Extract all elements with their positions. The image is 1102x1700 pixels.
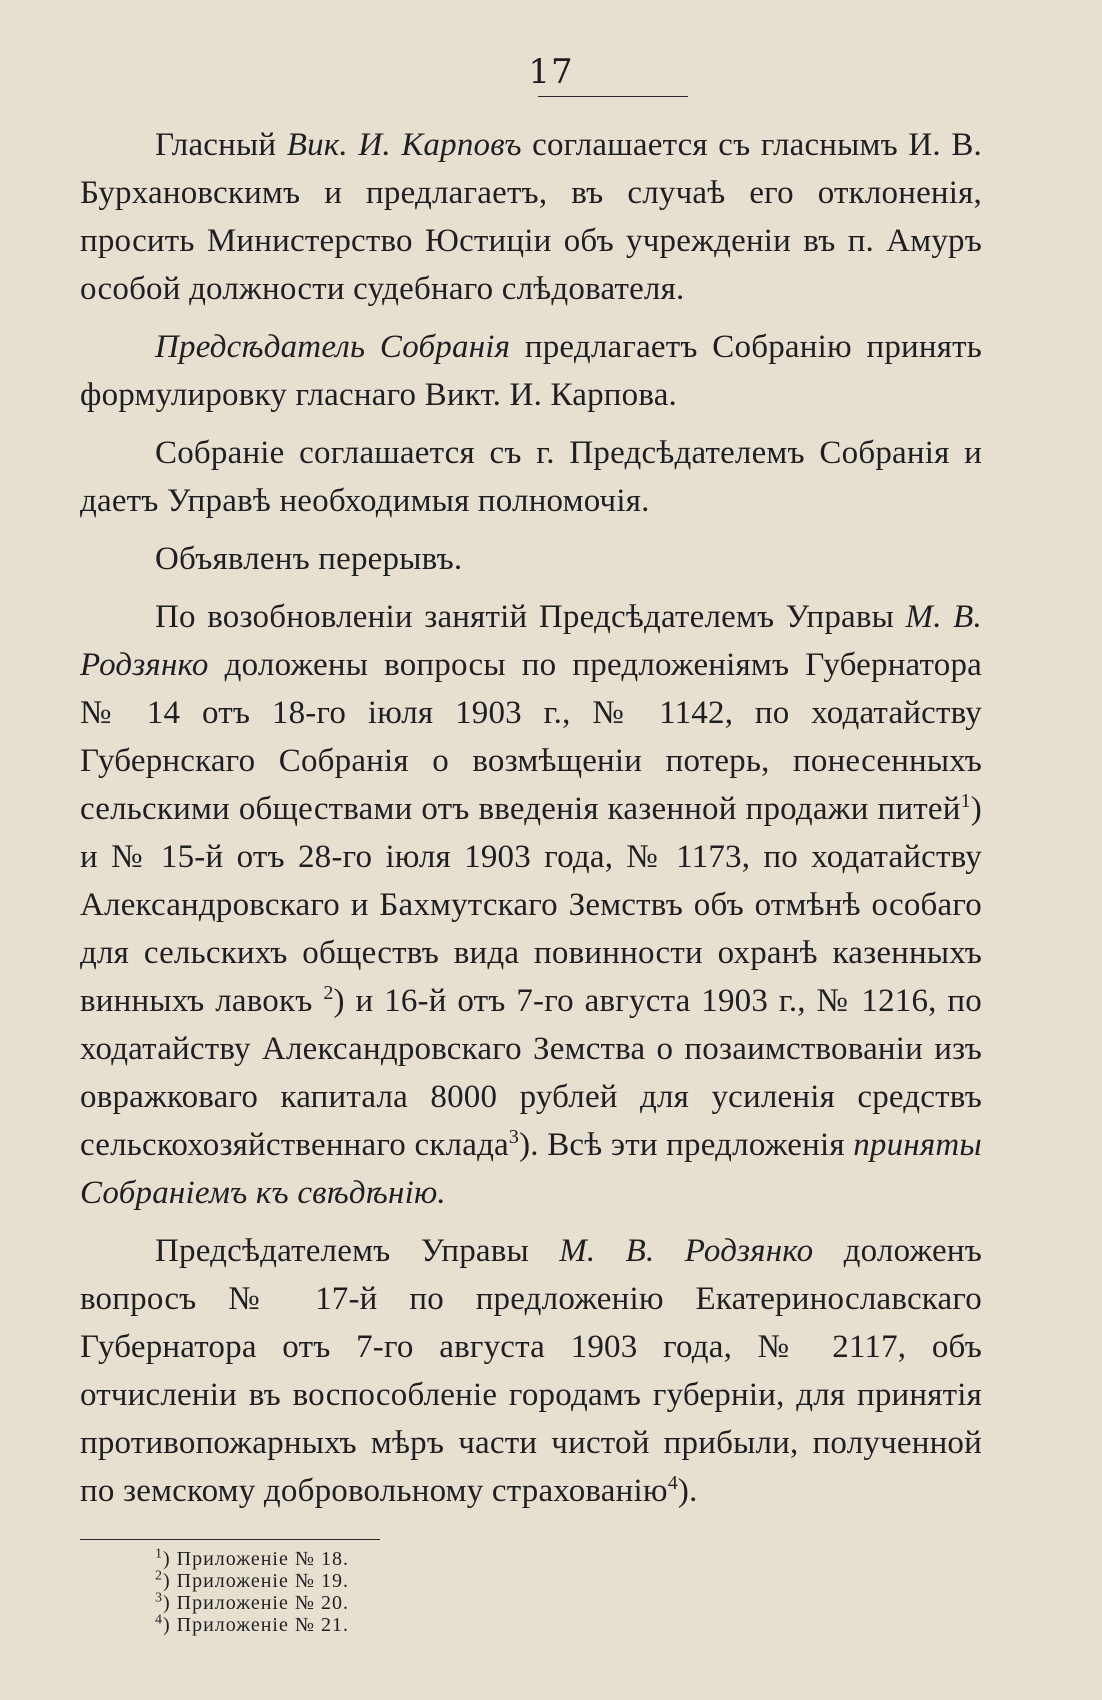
- paragraph-6: [80, 1227, 982, 1515]
- text-run: ) и 16-й отъ 7-го августа 1903 г., № 1216, по ходатайству Александровскаго Земства о позаимствованіи изъ овражковаго капитала 8000 рублей для усиленія средствъ сельскохозяйственнаго склада: [80, 983, 982, 1163]
- text-run: Объявленъ перерывъ.: [155, 541, 463, 577]
- italic-name: Предсѣдатель Собранія: [155, 329, 511, 365]
- footnote-item: [155, 1614, 982, 1636]
- footnote-text: ) Приложеніе № 20.: [163, 1592, 349, 1614]
- footnote-item: [155, 1570, 982, 1592]
- page-number: 17: [528, 52, 574, 92]
- footnote-ref: 2: [323, 982, 334, 1004]
- body-text: [80, 121, 982, 1515]
- text-run: доложенъ вопросъ № 17-й по предложенію Екатеринославскаго Губернатора отъ 7-го августа 1903 года, № 2117, объ отчисленіи въ воспособленіе городамъ губерніи, для принятія противопожарныхъ мѣръ части чистой прибыли, полученной по земскому добровольному страхованію: [80, 1233, 982, 1509]
- paragraph-2: [80, 323, 982, 419]
- text-run: ).: [677, 1473, 698, 1509]
- text-run: доложены вопросы по предложеніямъ Губернатора № 14 отъ 18-го іюля 1903 г., № 1142, по ходатайству Губернскаго Собранія о возмѣщеніи потерь, понесенныхъ сельскими обществами отъ введенія казенной продажи питей: [80, 647, 982, 827]
- footnote-mark: 1: [155, 1546, 163, 1562]
- footnote-item: [155, 1548, 982, 1570]
- paragraph-5: [80, 593, 982, 1217]
- paragraph-4: [80, 535, 982, 583]
- paragraph-1: [80, 121, 982, 313]
- paragraph-3: [80, 429, 982, 525]
- text-run: Собраніе соглашается съ г. Предсѣдателемъ Собранія и даетъ Управѣ необходимыя полномочія.: [80, 435, 982, 519]
- italic-name: М. В. Родзянко: [80, 599, 982, 683]
- footnote-text: ) Приложеніе № 21.: [163, 1614, 349, 1636]
- footnote-mark: 4: [155, 1612, 163, 1628]
- footnote-text: ) Приложеніе № 19.: [163, 1570, 349, 1592]
- text-run: Предсѣдателемъ Управы: [155, 1233, 560, 1269]
- text-run: соглашается съ гласнымъ И. В. Бурхановскимъ и предлагаетъ, въ случаѣ его отклоненія, просить Министерство Юстиціи объ учрежденіи въ п. Амуръ особой должности судебнаго слѣдователя.: [80, 127, 982, 307]
- text-run: Гласный: [155, 127, 287, 163]
- footnotes: [80, 1548, 982, 1636]
- italic-name: приняты Собраніемъ къ свѣдѣнію.: [80, 1127, 982, 1211]
- text-run: ) и № 15-й отъ 28-го іюля 1903 года, № 1173, по ходатайству Александровскаго и Бахмутскаго Земствъ объ отмѣнѣ особаго для сельскихъ обществъ вида повинности охранѣ казенныхъ винныхъ лавокъ: [80, 791, 982, 1019]
- footnote-mark: 2: [155, 1568, 163, 1584]
- italic-name: Вик. И. Карповъ: [286, 127, 522, 163]
- text-run: предлагаетъ Собранію принять формулировку гласнаго Викт. И. Карпова.: [80, 329, 983, 413]
- footnote-text: ) Приложеніе № 18.: [163, 1548, 349, 1570]
- footnote-ref: 4: [667, 1472, 678, 1494]
- italic-name: М. В. Родзянко: [559, 1233, 814, 1269]
- footnote-ref: 1: [960, 790, 971, 812]
- footnote-mark: 3: [155, 1590, 163, 1606]
- text-run: ). Всѣ эти предложенія: [519, 1127, 854, 1163]
- footnote-item: [155, 1592, 982, 1614]
- header-rule: [538, 96, 688, 97]
- footnote-ref: 3: [508, 1126, 520, 1148]
- text-run: По возобновленіи занятій Предсѣдателемъ Управы: [155, 599, 906, 635]
- footnote-rule: [80, 1539, 380, 1540]
